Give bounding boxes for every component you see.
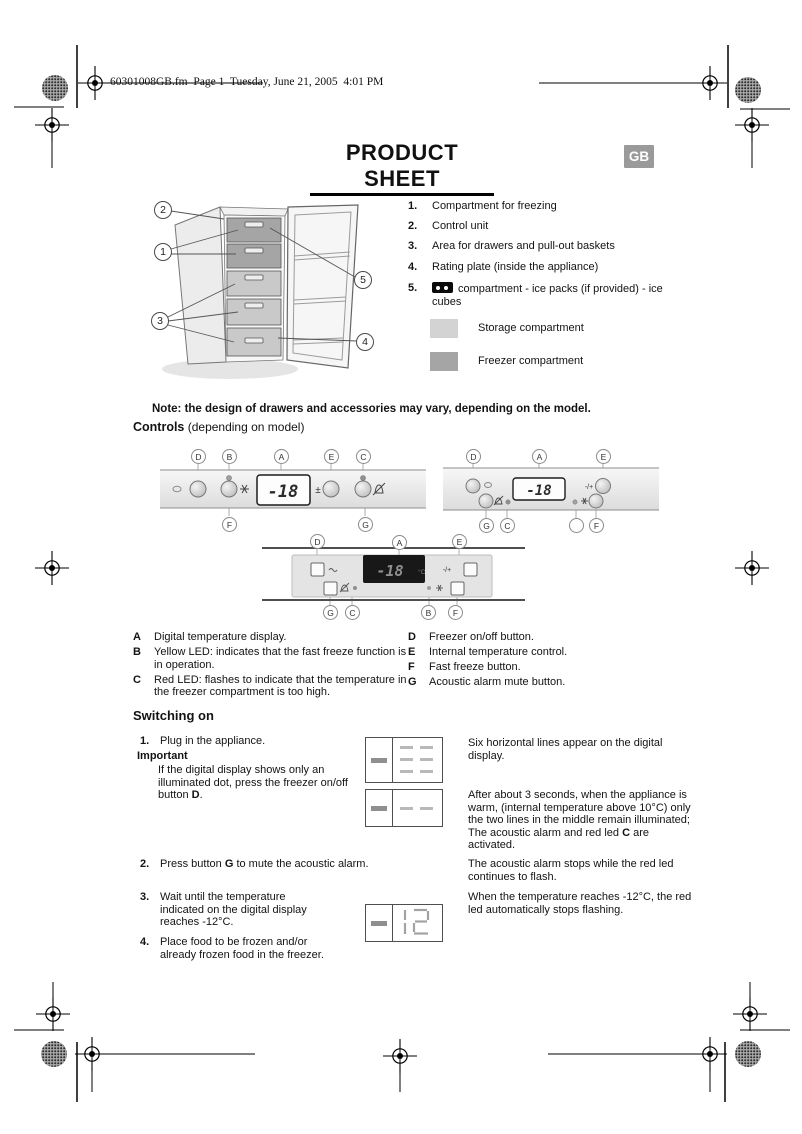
controls-heading-suffix: (depending on model) (184, 420, 305, 434)
item-number: 1. (408, 200, 418, 212)
step-number: 2. (140, 858, 150, 870)
item-number: 3. (408, 240, 418, 252)
panel3-callout-D: D (310, 534, 325, 549)
minus-segment (371, 921, 387, 926)
step-4 (140, 936, 372, 961)
controls-heading-bold: Controls (133, 420, 185, 434)
temperature-control-button (596, 479, 611, 494)
ice-pack-compartment-icon (432, 282, 453, 293)
freezer-diagram (150, 192, 400, 397)
item-number: 5. (408, 282, 418, 294)
item-text (432, 282, 680, 308)
panel3-callout-A: A (392, 535, 407, 550)
item-text: Control unit (432, 220, 489, 232)
key-letter: C (133, 673, 141, 686)
fast-freeze-led (227, 476, 232, 481)
key-row-G (408, 676, 683, 689)
panel3-callout-B: B (421, 605, 436, 620)
item-text-label: compartment - ice packs (if provided) - ice cubes (432, 283, 663, 308)
panel1-callout-D: D (191, 449, 206, 464)
key-text: Internal temperature control. (429, 646, 568, 658)
display-readout: -18 (376, 562, 404, 580)
led-ref-C: C (622, 826, 631, 839)
design-note: Note: the design of drawers and accessories may vary, depending on the model. (152, 403, 591, 415)
result-paragraph-2 (468, 789, 696, 852)
segment-line (400, 770, 413, 773)
key-text: Yellow LED: indicates that the fast freeze function is in operation. (154, 646, 407, 671)
important-label: Important (137, 750, 188, 762)
segment-line (420, 746, 433, 749)
parts-list-item (408, 200, 698, 213)
fast-freeze-button (221, 481, 237, 497)
key-row-B (133, 646, 408, 671)
result2-post: are activated. (468, 826, 650, 851)
key-letter: E (408, 646, 416, 658)
key-text: Acoustic alarm mute button. (429, 676, 566, 688)
key-row-F (408, 661, 683, 674)
panel1-callout-B: B (222, 449, 237, 464)
on-off-button (466, 479, 480, 493)
panel1-callout-F: F (222, 517, 237, 532)
segment-line (420, 770, 433, 773)
alarm-mute-button (479, 494, 493, 508)
key-text: Freezer on/off button. (429, 631, 534, 643)
important-paragraph (158, 764, 348, 802)
item-text: Compartment for freezing (432, 200, 557, 212)
freezer-swatch (430, 352, 458, 371)
step-number: 4. (140, 936, 150, 948)
diagram-callout-5: 5 (354, 271, 372, 289)
panel2-callout-F: F (589, 518, 604, 533)
pilot-led (173, 486, 181, 492)
display-right-cell (393, 790, 442, 826)
important-pre: If the digital display shows only an illuminated dot, press the freezer on/off button (158, 764, 348, 801)
result-paragraph-1: Six horizontal lines appear on the digital display. (468, 737, 663, 762)
alarm-led (506, 500, 510, 504)
alarm-led (361, 476, 366, 481)
key-row-D (408, 631, 683, 644)
alarm-mute-button (324, 582, 337, 595)
button-ref-D: D (191, 789, 200, 801)
seven-segment-12 (393, 905, 441, 939)
item-text: Area for drawers and pull-out baskets (432, 240, 615, 252)
display-right-cell (393, 905, 442, 941)
diagram-callout-4: 4 (356, 333, 374, 351)
key-text: Fast freeze button. (429, 661, 521, 673)
key-column-right (408, 631, 683, 691)
display-illustration-minus-12 (365, 904, 443, 942)
panel2-callout-C: C (500, 518, 515, 533)
display-readout: -18 (526, 483, 552, 499)
important-post: . (199, 789, 203, 801)
panel2-callout-B (569, 518, 584, 533)
panel1-callout-C: C (356, 449, 371, 464)
legend-row-freezer (430, 352, 583, 371)
on-off-button (190, 481, 206, 497)
step2-pre: Press button (160, 858, 225, 870)
plus-minus-label: ± (315, 485, 321, 496)
segment-line (400, 758, 413, 761)
display-left-cell (366, 738, 393, 782)
segment-line (400, 746, 413, 749)
minus-segment (371, 806, 387, 811)
page-title: PRODUCT SHEET (310, 140, 494, 196)
parts-list-item (408, 220, 698, 233)
key-letter: G (408, 676, 417, 688)
item-number: 4. (408, 261, 418, 273)
alarm-led (353, 586, 357, 590)
panel2-callout-A: A (532, 449, 547, 464)
fast-freeze-led (427, 586, 431, 590)
temperature-control-button (323, 481, 339, 497)
panel1-callout-E: E (324, 449, 339, 464)
fast-freeze-button (451, 582, 464, 595)
display-left-cell (366, 905, 393, 941)
key-letter: D (408, 631, 416, 643)
step-2 (140, 858, 372, 871)
key-letter: A (133, 631, 141, 643)
storage-label: Storage compartment (478, 322, 584, 335)
minus-plus-label: -/+ (442, 567, 452, 574)
panel3-callout-E: E (452, 534, 467, 549)
key-letter: B (133, 646, 141, 658)
display-illustration-six-lines (365, 737, 443, 783)
minus-plus-label: -/+ (584, 484, 594, 491)
panel3-callout-G: G (323, 605, 338, 620)
display-unit: °C (418, 569, 426, 576)
step-1 (140, 735, 372, 748)
legend-row-storage (430, 319, 584, 338)
step-3 (140, 891, 340, 929)
step-number: 1. (140, 735, 150, 747)
alarm-mute-button (355, 481, 371, 497)
panel1-callout-A: A (274, 449, 289, 464)
step-text: Plug in the appliance. (160, 735, 266, 747)
document-header-line: 60301008GB.fm Page 1 Tuesday, June 21, 2005 4:01 PM (110, 76, 384, 88)
button-ref-G: G (224, 858, 234, 870)
language-badge: GB (624, 145, 654, 168)
key-text: Red LED: flashes to indicate that the temperature in the freezer compartment is too high. (154, 673, 407, 698)
item-number: 2. (408, 220, 418, 232)
storage-swatch (430, 319, 458, 338)
segment-line (420, 758, 433, 761)
freezer-label: Freezer compartment (478, 355, 584, 368)
result-paragraph-4: When the temperature reaches -12°C, the red led automatically stops flashing. (468, 891, 692, 916)
key-row-E (408, 646, 683, 659)
step-text: Wait until the temperature indicated on the digital display reaches -12°C. (160, 891, 307, 928)
segment-line (400, 807, 413, 810)
fast-freeze-button (589, 494, 603, 508)
parts-list-item (408, 261, 698, 274)
panel3-callout-C: C (345, 605, 360, 620)
display-illustration-two-lines (365, 789, 443, 827)
display-readout: -18 (267, 482, 299, 502)
pilot-led (485, 483, 492, 488)
key-letter: F (408, 661, 415, 673)
panel2-callout-G: G (479, 518, 494, 533)
parts-list-item (408, 240, 698, 253)
panel2-callout-E: E (596, 449, 611, 464)
key-column-left (133, 631, 408, 701)
key-row-C (133, 674, 408, 699)
diagram-callout-3: 3 (151, 312, 169, 330)
panel3-callout-F: F (448, 605, 463, 620)
display-right-cell (393, 738, 442, 782)
step-text (160, 858, 369, 871)
display-left-cell (366, 790, 393, 826)
step-text: Place food to be frozen and/or already frozen food in the freezer. (160, 936, 324, 961)
parts-list-item (408, 282, 680, 308)
result2-pre: After about 3 seconds, when the appliance is warm, (internal temperature above 10°C) only the two lines in the middle remain illuminated; The acoustic alarm and red led (468, 789, 691, 839)
key-text: Digital temperature display. (154, 631, 287, 643)
result-paragraph-3: The acoustic alarm stops while the red led continues to flash. (468, 858, 674, 883)
minus-segment (371, 758, 387, 763)
on-off-button (311, 563, 324, 576)
item-text: Rating plate (inside the appliance) (432, 261, 599, 273)
key-row-A (133, 631, 408, 644)
switching-on-heading: Switching on (133, 708, 214, 723)
step-number: 3. (140, 891, 150, 903)
diagram-callout-1: 1 (154, 243, 172, 261)
diagram-callout-2: 2 (154, 201, 172, 219)
segment-line (420, 807, 433, 810)
controls-heading (133, 421, 304, 434)
step2-post: to mute the acoustic alarm. (233, 858, 369, 870)
fast-freeze-led (573, 500, 577, 504)
temperature-control-button (464, 563, 477, 576)
panel2-callout-D: D (466, 449, 481, 464)
panel1-callout-G: G (358, 517, 373, 532)
open-door (287, 205, 358, 368)
